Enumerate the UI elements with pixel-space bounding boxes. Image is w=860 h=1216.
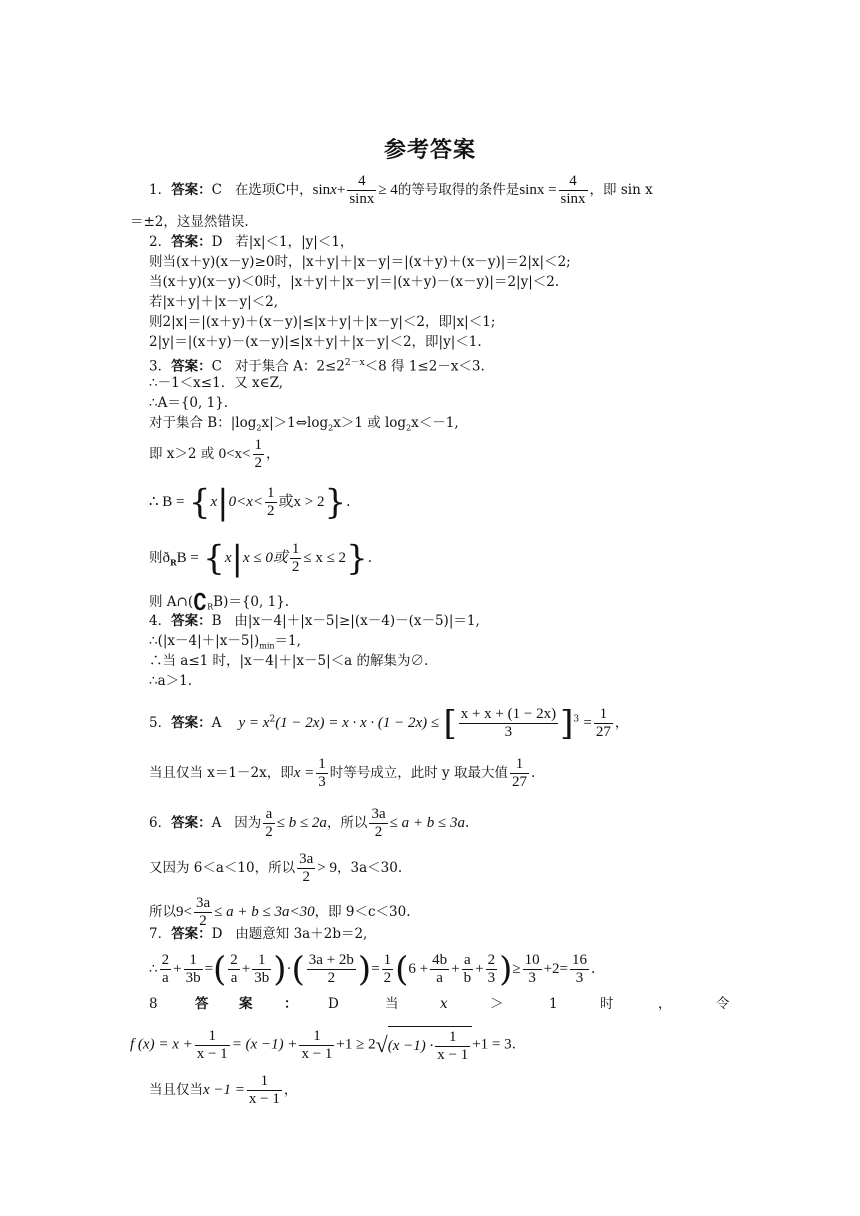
q3-choice: C	[211, 358, 222, 375]
q1-choice: C	[211, 182, 222, 198]
q3-set-b-label: ∴ B =	[149, 494, 185, 510]
q8-label-char-1: 答	[195, 996, 209, 1012]
q4-min-sub: min	[259, 641, 275, 651]
q4-choice: B	[211, 613, 222, 629]
q2-line-1	[149, 233, 353, 251]
q8-word-5: 时	[600, 996, 614, 1012]
q2-line-4: 若|x＋y|＋|x－y|＜2,	[149, 294, 279, 310]
q6-text-1a: 因为	[234, 815, 262, 831]
q6-text-2c: ，3a＜30.	[337, 860, 403, 876]
q6-text-3b: 9<	[176, 904, 192, 920]
q8-sqrt	[388, 1026, 473, 1064]
q3-text-4b: x|＞1⇔log	[261, 415, 329, 431]
q8-word-6: ，	[658, 996, 672, 1012]
q8-frac-2: $\frac{1}{x - 1}$	[301, 1027, 333, 1062]
q1-text-a: 在选项C中，	[234, 182, 313, 198]
q7-eq-2: =	[371, 961, 380, 977]
q7-frac-13b: $\frac{1}{3b}$	[185, 952, 201, 986]
q7-plus-3: +	[451, 961, 460, 977]
q8-word-1: 当	[385, 996, 399, 1012]
q3-comp-cond-b: ≤ x ≤ 2	[303, 550, 347, 566]
q3-answer-label: 答案：	[171, 358, 212, 375]
q3-comp-cond-a: x ≤ 0或	[242, 550, 288, 566]
q8-choice: D	[328, 996, 339, 1012]
q3-text-5b: 0<x<	[218, 446, 251, 462]
q8-word-4: 1	[549, 996, 558, 1012]
q3-half-fraction-3: $\frac{1}{2}$	[291, 541, 300, 575]
q8-word-2: x	[440, 996, 448, 1012]
q3-line-3: ∴A＝{0, 1}.	[149, 395, 229, 411]
q4-text-1: 由|x－4|＋|x－5|≥|(x－4)－(x－5)|＝1,	[234, 613, 480, 629]
q7-answer-label: 答案：	[171, 926, 212, 942]
q7-plus-two: +2=	[543, 961, 568, 977]
q7-end: .	[591, 961, 596, 977]
q6-answer-label: 答案：	[171, 815, 212, 831]
q5-text-2c: 时等号成立，此时 y 取最大值	[329, 765, 508, 781]
q3-line-4	[149, 414, 459, 438]
q8-end-2: .	[511, 1036, 516, 1053]
q1-plus: +	[336, 182, 346, 198]
q3-text-4d: x＜－1,	[411, 415, 459, 431]
q7-line-2: ∴ $\frac{2}{a}$ + $\frac{1}{3b}$ =( $\frac{2}{a}$ + $\frac{1}{3b}$ )·( $\frac{3a + 2b}{2}$ )= $\frac{1}{2}$ (6 + $\frac{4b}{a}$ + $\frac{a}{b}$ + $\frac{2}{3}$ )≥ $\frac{10}{3}$ +2= $\frac{16}{3}$ .	[149, 949, 596, 990]
q3-complement-big-sub: R	[207, 602, 214, 612]
q3-text-5a: 即 x＞2 或	[149, 446, 215, 462]
q2-line-3: 当(x＋y)(x－y)＜0时，|x＋y|＋|x－y|＝|(x＋y)－(x－y)|＝2|y|＜2.	[149, 274, 560, 290]
q6-text-1d: ≤ a + b ≤ 3a	[389, 815, 465, 831]
q1-ge: ≥ 4	[378, 182, 398, 198]
q8-sqrt-a: (x −1) ·	[387, 1038, 434, 1054]
q1-line-2: ＝±2，这显然错误.	[130, 214, 249, 230]
q7-plus-2: +	[241, 961, 251, 977]
q3-set-b-end: .	[346, 494, 351, 510]
q8-frac-3: $\frac{1}{x - 1}$	[437, 1029, 469, 1063]
q1-number: 1．	[149, 182, 172, 198]
q6-text-3d: ，即 9＜c＜30.	[314, 904, 411, 920]
q3-log-base-1: 2	[256, 423, 262, 433]
q5-max-fraction: $\frac{1}{27}$	[511, 756, 527, 790]
q1-answer-label: 答案：	[171, 182, 212, 198]
q8-fx: f (x) = x +	[130, 1036, 193, 1053]
q8-word-3: ＞	[490, 996, 504, 1012]
q2-answer-label: 答案：	[171, 234, 212, 250]
q5-expr-b: (1 − 2x) = x · x · (1 − 2x) ≤	[275, 715, 440, 731]
q2-line-5: 则2|x|＝|(x＋y)＋(x－y)|≤|x＋y|＋|x－y|＜2，即|x|＜1;	[149, 314, 496, 330]
q4-answer-label: 答案：	[171, 613, 212, 629]
q7-plus-4: +	[475, 961, 484, 977]
q2-text-1: 若|x|＜1，|y|＜1，	[235, 234, 354, 250]
q4-line-4: ∴a＞1.	[149, 673, 193, 689]
q7-frac-ab: $\frac{a}{b}$	[463, 952, 472, 986]
q7-frac-2a-b: $\frac{2}{a}$	[230, 952, 238, 986]
q1-fraction-1: $\frac{4}{\sin x}$	[349, 173, 375, 207]
q1-text-b: 的等号取得的条件是	[397, 182, 520, 198]
q8-expr-b: = (x −1) +	[231, 1036, 298, 1053]
q5-end-1: ，	[614, 715, 629, 731]
q8-line-2: f (x) = x + $\frac{1}{x - 1}$ = (x −1) + $\frac{1}{x - 1}$ +1 ≥ 2√(x −1) · $\frac{1}{x - 1}$ +1 = 3.	[130, 1027, 516, 1063]
q3-text-1b: ＜8 得 1≤2－x＜3.	[364, 358, 485, 375]
q2-choice: D	[211, 234, 223, 250]
q2-line-6: 2|y|＝|(x＋y)－(x－y)|≤|x＋y|＋|x－y|＜2，即|y|＜1.	[149, 334, 482, 350]
q7-frac-13b-b: $\frac{1}{3b}$	[254, 952, 270, 986]
q3-text-7a: 则	[149, 550, 163, 566]
q7-line-1	[149, 925, 367, 943]
q3-line-5: 即 x＞2 或 0<x< $\frac{1}{2}$ ，	[149, 437, 280, 471]
q5-line-1: 5．答案：A $y = x^2(1 - 2x) = x \cdot x \cdot (1 - 2x)$ ≤ [ $\frac{x + x + (1 - 2x)}{3}$ ]$^3$ = $\frac{1}{27}$ ，	[149, 703, 629, 744]
q8-expr-e: +1 = 3	[472, 1036, 512, 1053]
q3-line-7: 则$ð_RB = \{x|x \le 0$或 $\frac{1}{2}$ ≤ x ≤ 2}.	[149, 538, 372, 579]
q7-six: 6 +	[408, 961, 429, 977]
q6-3a-half-fraction-3: $\frac{3a}{2}$	[195, 895, 211, 929]
q8-expr-c: +1 ≥ 2	[336, 1036, 376, 1053]
q1-expr-b: x	[330, 182, 337, 198]
q5-choice: A	[211, 715, 222, 731]
q3-text-8a: 则 A∩(	[149, 594, 194, 610]
q6-text-1e: .	[464, 815, 470, 831]
q6-choice: A	[211, 815, 222, 831]
q7-dot: ·	[286, 961, 292, 977]
q8-line-3	[149, 1073, 297, 1108]
q5-cube: 3	[573, 714, 580, 725]
q3-complement-symbol: ð	[162, 550, 170, 566]
q4-line-1	[149, 612, 480, 630]
q8-label-char-3: ：	[284, 996, 298, 1012]
q6-line-1	[149, 806, 469, 841]
q3-half-fraction-2: $\frac{1}{2}$	[267, 485, 275, 519]
q6-text-3c: ≤ a + b ≤ 3a<30	[214, 904, 315, 920]
q4-text-2b: ＝1,	[274, 633, 301, 649]
q7-frac-4ba: $\frac{4b}{a}$	[432, 952, 448, 986]
q1-fraction-2: $\frac{4}{\sin x}$	[560, 173, 586, 207]
q3-text-7b: B =	[176, 550, 199, 566]
q7-text-1: 由题意知 3a＋2b＝2,	[235, 926, 368, 942]
q5-mean-fraction: $\frac{x + x + (1 - 2x)}{3}$	[460, 706, 557, 740]
q7-frac-12: $\frac{1}{2}$	[383, 952, 392, 986]
q7-frac-2a: $\frac{2}{a}$	[161, 952, 170, 986]
q5-result-fraction: $\frac{1}{27}$	[595, 706, 611, 740]
q8-text-3b: x −1 =	[203, 1082, 245, 1098]
q7-frac-23: $\frac{2}{3}$	[487, 952, 496, 986]
q7-ge: ≥	[512, 961, 521, 977]
q7-frac-32: $\frac{3a + 2b}{2}$	[308, 952, 354, 986]
q2-line-2: 则当(x＋y)(x－y)≥0时，|x＋y|＋|x－y|＝|(x＋y)＋(x－y)|＝2|x|＜2;	[149, 254, 571, 270]
q2-number: 2．	[149, 234, 172, 250]
q6-line-2	[149, 851, 402, 886]
q1-eq: sinx =	[519, 182, 557, 198]
q5-answer-label: 答案：	[171, 715, 212, 731]
q8-frac-1: $\frac{1}{x - 1}$	[196, 1027, 228, 1062]
q8-word-7: 令	[716, 996, 730, 1012]
q4-number: 4．	[149, 613, 172, 629]
q7-eq-1: =	[204, 961, 214, 977]
q5-number: 5．	[149, 715, 172, 731]
q8-end-3: ，	[283, 1082, 298, 1098]
q6-number: 6．	[149, 815, 172, 831]
q7-frac-163: $\frac{16}{3}$	[572, 952, 587, 986]
q4-text-2a: ∴(|x－4|＋|x－5|)	[149, 633, 260, 649]
q3-text-4c: x＞1 或 log	[333, 415, 407, 431]
page-title: 参考答案	[383, 138, 476, 163]
q3-text-8b: B)＝{0, 1}.	[213, 594, 290, 610]
q3-line-2: ∴－1＜x≤1．又 x∈Z,	[149, 375, 284, 391]
q7-plus-1: +	[173, 961, 182, 977]
q8-text-3a: 当且仅当	[149, 1082, 203, 1098]
q3-line-1	[149, 354, 485, 376]
q6-text-1b: ≤ b ≤ 2a	[276, 815, 327, 831]
q5-end-2: .	[530, 765, 536, 781]
q3-set-b-cond-a: 0<x<	[228, 494, 263, 510]
q5-line-2	[149, 756, 535, 791]
q3-line-6: ∴ B = {x|0<x< $\frac{1}{2}$ 或x > 2}.	[149, 482, 351, 523]
q3-exponent: 2－x	[344, 358, 365, 368]
q7-frac-103: $\frac{10}{3}$	[524, 952, 540, 986]
q7-therefore: ∴	[149, 961, 158, 977]
q5-text-2a: 当且仅当 x＝1－2x，即	[149, 765, 294, 781]
q7-choice: D	[211, 926, 223, 942]
q6-text-2b: > 9	[317, 860, 337, 876]
q5-third-fraction: $\frac{1}{3}$	[318, 756, 326, 790]
q1-line-1	[149, 173, 653, 208]
q3-number: 3．	[149, 358, 172, 375]
q6-text-1c: ，所以	[326, 815, 368, 831]
q6-text-3a: 所以	[149, 904, 176, 920]
q3-comp-end: .	[367, 550, 372, 566]
q5-expr-a: y = x	[238, 715, 270, 731]
q3-complement-big: ∁	[193, 589, 208, 616]
q3-text-1a: 对于集合 A：2≤2	[234, 358, 345, 375]
q3-complement-sub: R	[170, 557, 177, 568]
q3-log-base-3: 2	[406, 423, 412, 433]
q8-number: 8	[149, 996, 158, 1012]
q4-line-3: ∴当 a≤1 时，|x－4|＋|x－5|＜a 的解集为∅.	[149, 653, 429, 669]
q3-half-fraction-1: $\frac{1}{2}$	[254, 437, 263, 471]
q1-expr-a: sin	[312, 182, 331, 198]
q3-log-base-2: 2	[328, 423, 334, 433]
q6-a-half-fraction: $\frac{a}{2}$	[265, 806, 273, 840]
q5-text-2b: x =	[293, 765, 315, 781]
q3-set-b-var: x	[210, 494, 218, 510]
q6-3a-half-fraction-1: $\frac{3a}{2}$	[371, 806, 386, 840]
q8-frac-4: $\frac{1}{x - 1}$	[248, 1073, 280, 1107]
q3-set-b-cond-b: 或x > 2	[278, 494, 325, 510]
q5-square: 2	[269, 714, 276, 725]
q1-text-c: ，即 sin x	[589, 182, 653, 198]
q3-text-4a: 对于集合 B：|log	[149, 415, 257, 431]
q6-text-2a: 又因为 6＜a＜10，所以	[149, 860, 296, 876]
q3-comp-var: x	[224, 550, 232, 566]
q8-label-char-2: 案	[239, 996, 253, 1012]
q6-3a-half-fraction-2: $\frac{3a}{2}$	[299, 851, 314, 885]
q5-eq: =	[583, 715, 592, 731]
q7-number: 7．	[149, 926, 172, 942]
